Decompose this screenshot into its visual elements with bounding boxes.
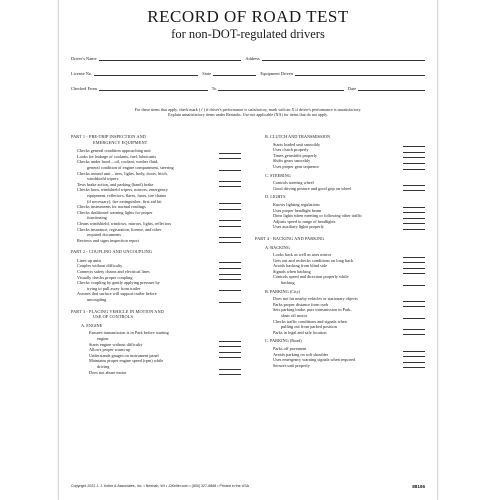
checklist-item-label: Times gearshifts properly — [273, 152, 317, 158]
parking-road-heading: C. PARKING (Road) — [265, 338, 302, 344]
checklist-answer-blank[interactable] — [403, 330, 425, 335]
part1-list — [71, 148, 241, 243]
checklist-item-label: Parks off pavement — [273, 346, 307, 351]
checklist-item-label: Lines up units — [77, 257, 102, 263]
checklist-item — [71, 297, 241, 303]
checklist-answer-blank[interactable] — [219, 154, 241, 159]
checklist-item-label: Cleans windshield, windows, mirrors, lights, reflectors — [77, 220, 172, 226]
part2-list — [71, 258, 241, 303]
field-row-checked — [71, 82, 425, 91]
checked-from-label: Checked From — [71, 86, 97, 91]
checklist-item — [255, 224, 425, 230]
checklist-item-label: backing — [281, 280, 295, 286]
checklist-answer-blank[interactable] — [219, 342, 241, 347]
checklist-answer-blank[interactable] — [403, 325, 425, 330]
checklist-item — [255, 363, 425, 369]
steering-list — [255, 180, 425, 191]
checklist-answer-blank[interactable] — [219, 199, 241, 204]
equipment-driven-label: Equipment Driven — [260, 71, 293, 76]
checklist-item-label: Checks coupling by gently applying pressure by — [77, 280, 160, 286]
state-label: State — [202, 71, 212, 76]
checklist-answer-blank[interactable] — [403, 181, 425, 186]
checklist-answer-blank[interactable] — [219, 166, 241, 171]
checklist-item-label: driving — [97, 363, 110, 369]
checklist-item-label: Visually checks proper coupling — [77, 274, 133, 280]
driver-name-label: Driver's Name — [71, 56, 97, 61]
checklist-item-label: Uses auxiliary lights properly — [273, 224, 324, 230]
address-label: Address — [245, 56, 260, 61]
engine-heading: A. ENGINE — [81, 322, 103, 328]
checklist-answer-blank[interactable] — [219, 275, 241, 280]
checklist-answer-blank[interactable] — [219, 149, 241, 154]
checklist-answer-blank[interactable] — [219, 233, 241, 238]
copyright-text: Copyright 2022 J. J. Keller & Associates, Inc. • Neenah, WI • JJKeller.com • (800) 327-6868 • Printed in the USA — [71, 484, 250, 488]
checklist-item — [71, 238, 241, 244]
checklist-item-label: Uses proper headlight beam — [273, 207, 322, 213]
checklist-answer-blank[interactable] — [403, 358, 425, 363]
checklist-item-label: Checks horn, windshield wipers, mirrors, emergency — [77, 187, 168, 193]
checklist-item-label: Parks proper distance from curb — [273, 301, 329, 307]
checklist-item-label: Understands gauges on instrument panel — [89, 352, 159, 358]
date-field[interactable] — [358, 86, 425, 91]
checklist-item-label: Uses emergency warning signals when required — [273, 357, 356, 363]
checklist-answer-blank[interactable] — [219, 353, 241, 358]
checklist-answer-blank[interactable] — [403, 297, 425, 302]
checklist-item-label: Signals when backing — [273, 268, 311, 274]
checklist-answer-blank[interactable] — [219, 370, 241, 375]
instruction-line: Explain unsatisfactory items under Remarks. Use not applicable (NA) for items that do not apply. — [168, 112, 328, 118]
left-column — [71, 130, 241, 375]
checklist-item-label: Adjusts speed to range of headlights — [273, 218, 336, 224]
checklist-answer-blank[interactable] — [219, 258, 241, 263]
checklist-answer-blank[interactable] — [403, 269, 425, 274]
checklist-answer-blank[interactable] — [219, 182, 241, 187]
checklist-answer-blank[interactable] — [219, 177, 241, 182]
checklist-item — [255, 186, 425, 192]
checklist-item-label: required documents — [87, 232, 122, 238]
checklist-item-label: Avoids parking on soft shoulder — [273, 351, 329, 357]
license-no-label: License No. — [71, 71, 93, 76]
part1-title-cont: EMERGENCY EQUIPMENT — [93, 139, 148, 145]
steering-heading: C. STEERING — [265, 172, 291, 178]
checklist-item-label: Avoids backing from blind side — [273, 263, 328, 269]
checklist-item-label: Checks insurance, registration, license, and other — [77, 226, 162, 232]
checklist-item-label: Secures unit properly — [273, 362, 310, 368]
lights-heading: D. LIGHTS — [265, 194, 286, 200]
checklist-answer-blank[interactable] — [219, 286, 241, 291]
checklist-answer-blank[interactable] — [403, 314, 425, 319]
part3-title-cont: USE OF CONTROLS — [93, 314, 133, 320]
part2-heading: PART 2 - COUPLING AND UNCOUPLING — [71, 249, 153, 255]
checklist-answer-blank[interactable] — [219, 205, 241, 210]
checklist-answer-blank[interactable] — [403, 214, 425, 219]
right-column — [255, 130, 425, 368]
checklist-item-label: Starts loaded unit smoothly — [273, 141, 321, 147]
checklist-item-label: Reviews and signs inspection report — [77, 237, 140, 243]
checklist-answer-blank[interactable] — [219, 216, 241, 221]
field-row-license — [71, 67, 425, 76]
checklist-item-label: Starts engine without difficulty — [89, 341, 143, 347]
date-label: Date — [347, 86, 357, 91]
checklist-answer-blank[interactable] — [219, 337, 241, 342]
field-row-driver — [71, 52, 425, 61]
checklist-item-label: Checks dashboard warning lights for proper — [77, 209, 153, 215]
checklist-item-label: equipment, reflectors, flares, fuses, tire chains — [87, 192, 167, 198]
checklist-answer-blank[interactable] — [219, 222, 241, 227]
checklist-answer-blank[interactable] — [403, 203, 425, 208]
checklist-item-label: Uses proper gear sequence — [273, 163, 319, 169]
checklist-answer-blank[interactable] — [403, 302, 425, 307]
instruction-line: For these items that apply, check mark (✓) if driver's performance is satisfactory, mark with an X if driver's performance is unsatisfactory. — [134, 107, 362, 112]
checklist-item-label: Checks traffic conditions and signals when — [273, 318, 347, 324]
checklist-item — [71, 370, 241, 376]
backing-list — [255, 252, 425, 286]
form-title: RECORD OF ROAD TEST — [147, 7, 349, 26]
checklist-item-label: Connects safety chains and electrical lines — [77, 269, 150, 275]
part3-title: PART 3 - PLACING VEHICLE IN MOTION AND — [71, 308, 164, 314]
checklist-item-label: Checks general condition approaching unit — [77, 148, 151, 154]
checklist-answer-blank[interactable] — [403, 352, 425, 357]
checklist-answer-blank[interactable] — [403, 219, 425, 224]
checklist-item-label: Couples without difficulty — [77, 263, 123, 269]
checklist-answer-blank[interactable] — [219, 348, 241, 353]
lights-list — [255, 202, 425, 230]
checklist-item-label: Allows proper warm-up — [89, 347, 131, 353]
checklist-answer-blank[interactable] — [219, 365, 241, 370]
parking-road-list — [255, 346, 425, 368]
checklist-item-label: Sets parking brake, puts transmission in Park, — [273, 307, 352, 313]
clutch-list — [255, 142, 425, 170]
checklist-answer-blank[interactable] — [403, 264, 425, 269]
license-no-field[interactable] — [94, 71, 198, 76]
checklist-item-label: general condition of engine compartment, steering — [87, 164, 174, 170]
backing-heading: A. BACKING — [265, 244, 290, 250]
clutch-heading: B. CLUTCH AND TRANSMISSION — [265, 134, 331, 139]
to-field[interactable] — [218, 86, 343, 91]
form-code: 88156 — [412, 484, 425, 489]
part1-heading — [71, 134, 241, 145]
checklist-item-label: Tests brake action, and parking (hand) brake — [77, 181, 154, 187]
part3-list — [71, 330, 241, 375]
checklist-item-label: engine — [97, 336, 109, 341]
instructions — [79, 107, 417, 117]
checked-from-field[interactable] — [99, 86, 208, 91]
part4-heading: PART 4 - BACKING AND PARKING — [255, 235, 325, 241]
checklist-answer-blank[interactable] — [403, 186, 425, 191]
road-test-form — [58, 0, 438, 500]
checklist-item-label: Does not hit nearby vehicles or stationary objects — [273, 296, 358, 302]
checklist-item-label: shuts off motor — [281, 313, 308, 319]
checklist-answer-blank[interactable] — [403, 363, 425, 368]
form-subtitle: for non-DOT-regulated drivers — [171, 27, 325, 41]
checklist-item-label: Looks for leakage of coolants, fuel, lubricants — [77, 153, 156, 159]
checklist-answer-blank[interactable] — [403, 142, 425, 147]
checklist-item-label: Parks in legal and safe location — [273, 329, 327, 335]
checklist-item-label: (if necessary), fire extinguisher, first aid kit — [87, 198, 162, 204]
checklist-item-label: Gets out and rechecks conditions on long back — [273, 257, 354, 263]
checklist-answer-blank[interactable] — [403, 165, 425, 170]
checklist-item-label: windshield wipers — [87, 176, 119, 182]
checklist-answer-blank[interactable] — [403, 253, 425, 258]
state-field[interactable] — [213, 71, 256, 76]
checklist-item — [255, 164, 425, 170]
checklist-item-label: uncoupling — [87, 297, 107, 303]
footer — [71, 484, 425, 489]
checklist-answer-blank[interactable] — [219, 270, 241, 275]
checklist-item-label: Checks under hood – oil, coolant, washer fluid, — [77, 159, 159, 165]
equipment-driven-field[interactable] — [295, 71, 425, 76]
checklist-answer-blank[interactable] — [403, 148, 425, 153]
checklist-item-label: Maintains proper engine speed (rpm) while — [89, 358, 164, 364]
to-label: To — [211, 86, 217, 91]
checklist-answer-blank[interactable] — [219, 298, 241, 303]
checklist-item-label: Dims lights when meeting or following other traffic — [273, 213, 363, 219]
checklist-answer-blank[interactable] — [403, 153, 425, 158]
checklist-item-label: Does not abuse motor — [89, 369, 127, 375]
checklist-item-label: Controls steering wheel — [273, 180, 314, 186]
checklist-item-label: Shifts gears smoothly — [273, 158, 311, 164]
part3-heading — [71, 309, 241, 320]
parking-city-heading: B. PARKING (City) — [265, 288, 301, 294]
checklist-answer-blank[interactable] — [403, 225, 425, 230]
checklist-item — [255, 330, 425, 336]
checklist-item-label: functioning — [87, 215, 107, 221]
checklist-answer-blank[interactable] — [219, 264, 241, 269]
checklist-item-label: Controls speed and direction properly while — [273, 274, 349, 280]
checklist-answer-blank[interactable] — [219, 238, 241, 243]
checklist-item-label: Checks instruments for normal readings — [77, 204, 146, 210]
checklist-answer-blank[interactable] — [403, 281, 425, 286]
checklist-answer-blank[interactable] — [403, 208, 425, 213]
part1-title: PART 1 - PRE-TRIP INSPECTION AND — [71, 134, 147, 139]
address-field[interactable] — [262, 56, 425, 61]
checklist-item-label: Checks around unit – tires, lights, body, doors, hitch, — [77, 170, 168, 176]
checklist-answer-blank[interactable] — [403, 347, 425, 352]
checklist-answer-blank[interactable] — [403, 159, 425, 164]
checklist-item-label: Ensures transmission is in Park before starting — [89, 330, 169, 336]
checklist-item-label: Assures that surface will support trailer before — [77, 291, 157, 297]
checklist-item-label: Knows lighting regulations — [273, 201, 320, 207]
checklist-item-label: trying to pull away from trailer — [87, 285, 141, 291]
checklist-item-label: pulling out from parked position — [281, 324, 337, 330]
checklist-item — [255, 280, 425, 286]
checklist-item-label: Uses clutch properly — [273, 147, 309, 153]
checklist-item-label: Looks back as well as uses mirror — [273, 252, 332, 258]
driver-name-field[interactable] — [99, 56, 242, 61]
parking-city-list — [255, 296, 425, 335]
checklist-item-label: Good driving posture and good grip on wheel — [273, 185, 352, 191]
checklist-answer-blank[interactable] — [403, 258, 425, 263]
